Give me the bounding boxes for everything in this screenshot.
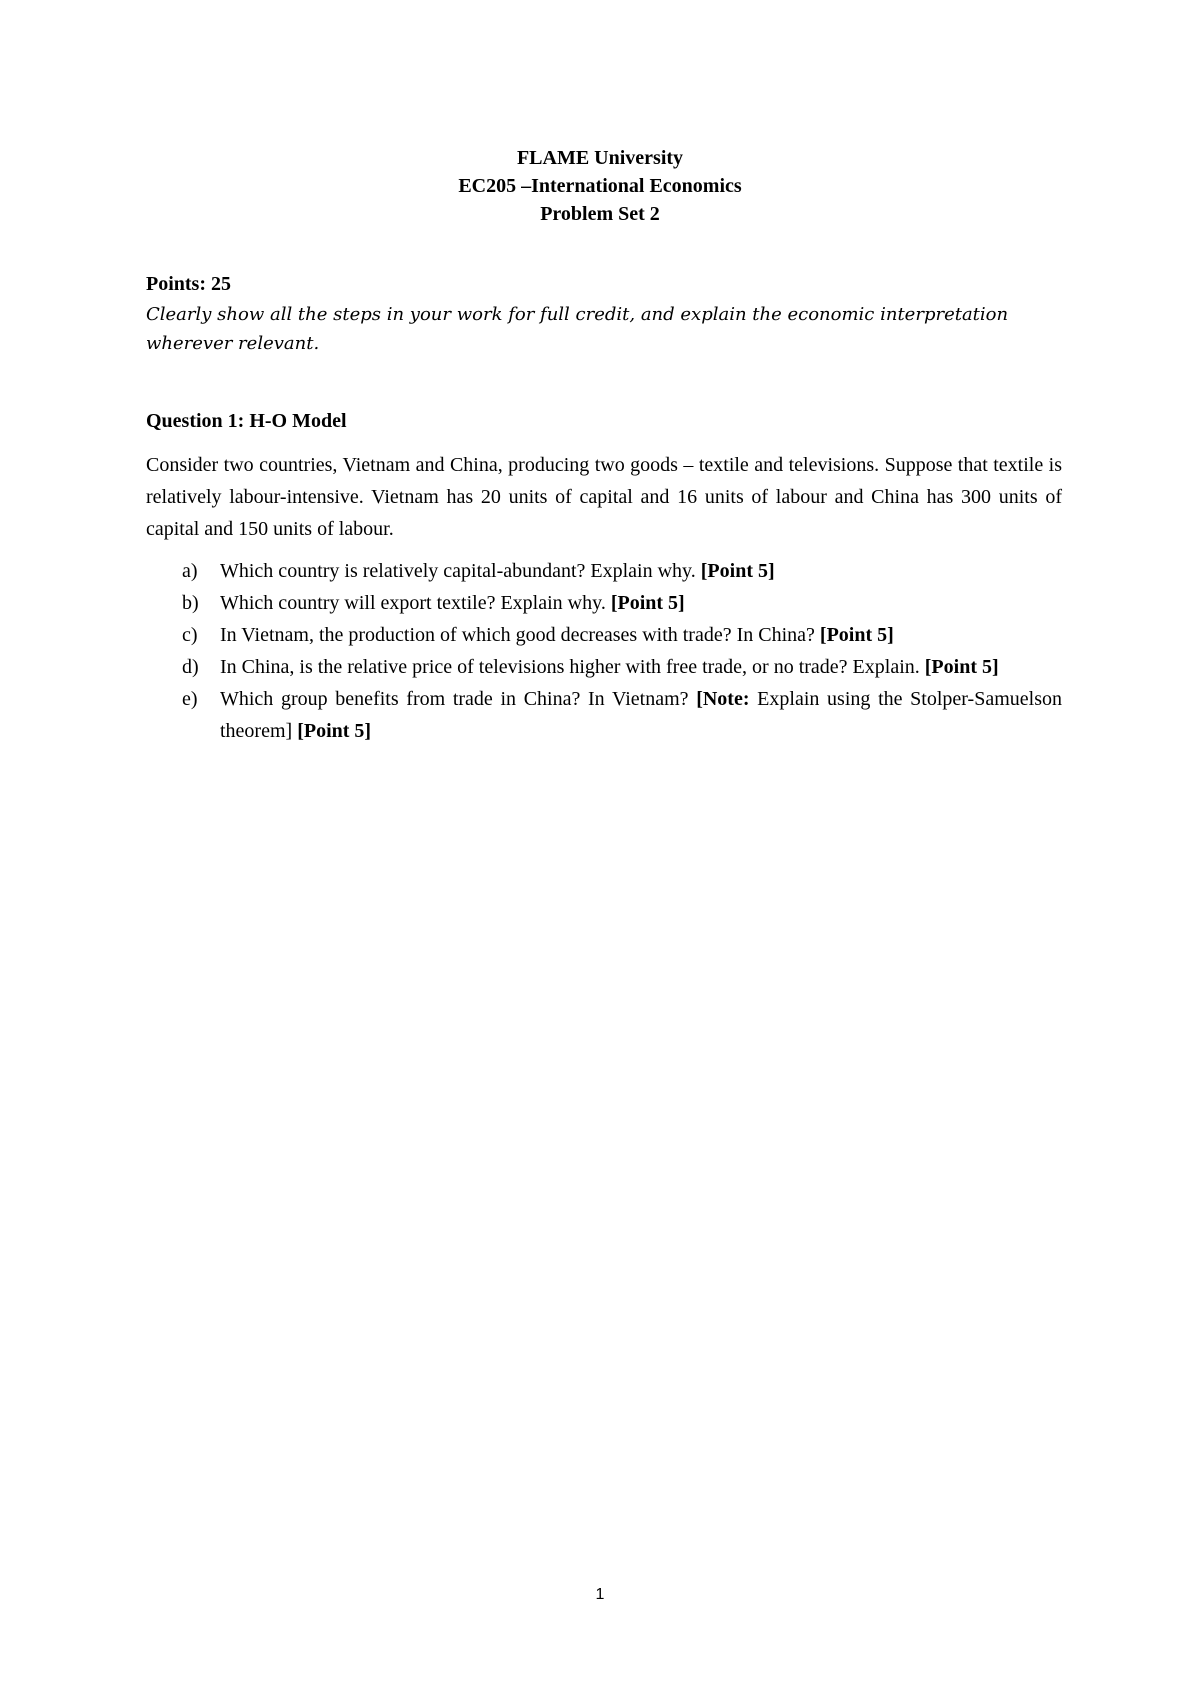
- sub-question-text: In Vietnam, the production of which good decreases with trade? In China?: [220, 624, 820, 646]
- question-1: [146, 407, 1062, 747]
- points-section: [146, 270, 1062, 358]
- sub-question-a: [146, 555, 1062, 587]
- note-text: Explain using the Stolper-Samuelson theorem]: [220, 688, 1062, 742]
- points-tag: [Point 5]: [297, 720, 372, 742]
- sub-question-marker: d): [182, 656, 199, 678]
- sub-question-marker: e): [182, 688, 198, 710]
- question-body: Consider two countries, Vietnam and China, producing two goods – textile and televisions. Suppose that textile is relatively labour-intensive. Vietnam has 20 units of capital and 16 units of labour and China has 300 units of capital and 150 units of labour.: [146, 454, 1062, 540]
- course-title: EC205 –International Economics: [458, 175, 742, 197]
- problem-set-title: Problem Set 2: [540, 203, 660, 225]
- document-header: [0, 144, 1200, 228]
- sub-question-marker: c): [182, 624, 198, 646]
- question-title: Question 1: H-O Model: [146, 410, 347, 432]
- sub-question-text: In China, is the relative price of televisions higher with free trade, or no trade? Explain.: [220, 656, 925, 678]
- sub-question-c: [146, 619, 1062, 651]
- points-tag: [Point 5]: [700, 560, 775, 582]
- points-label: Points: 25: [146, 273, 231, 295]
- points-tag: [Point 5]: [924, 656, 999, 678]
- sub-question-text: Which group benefits from trade in China? In Vietnam?: [220, 688, 697, 710]
- sub-question-marker: a): [182, 560, 198, 582]
- points-tag: [Point 5]: [610, 592, 685, 614]
- sub-question-e: [146, 683, 1062, 747]
- sub-question-d: [146, 651, 1062, 683]
- note-label: [Note:: [696, 688, 750, 710]
- sub-question-b: [146, 587, 1062, 619]
- sub-question-marker: b): [182, 592, 199, 614]
- sub-question-text: Which country is relatively capital-abundant? Explain why.: [220, 560, 701, 582]
- sub-question-text: Which country will export textile? Explain why.: [220, 592, 611, 614]
- university-name: FLAME University: [516, 147, 684, 169]
- page-number: 1: [595, 1586, 605, 1603]
- instructions-text: Clearly show all the steps in your work for full credit, and explain the economic interpretation wherever relevant.: [146, 304, 1009, 354]
- sub-question-list: [146, 555, 1062, 747]
- points-tag: [Point 5]: [819, 624, 894, 646]
